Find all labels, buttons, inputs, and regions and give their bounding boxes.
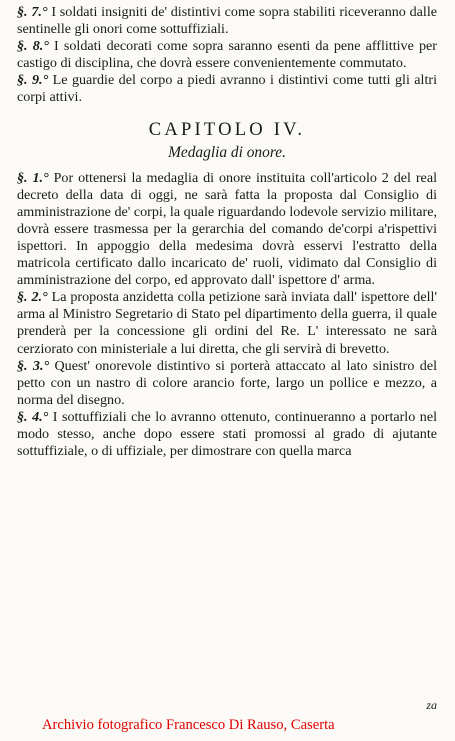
section-number: §. 4.° — [17, 408, 49, 425]
paragraph-section-4 — [17, 409, 437, 460]
chapter-subtitle: Medaglia di onore. — [168, 143, 286, 161]
paragraph-text: La proposta anzidetta colla petizione sarà inviata dall' ispettore dell' arma al Ministro Segretario di Stato pel dipartimento della guerra, il quale prenderà per la concessione gli ordini del Re. L' interessato ne sarà cerziorato con ministeriale a lui diretta, che gli servirà di brevetto. — [17, 289, 437, 357]
document-text — [17, 4, 437, 460]
paragraph-section-3 — [17, 358, 437, 409]
paragraph-section-2 — [17, 289, 437, 357]
paragraph-section-7 — [17, 4, 437, 38]
section-number: §. 3.° — [17, 357, 50, 374]
watermark-credit: Archivio fotografico Francesco Di Rauso, Caserta — [42, 717, 335, 733]
section-number: §. 9.° — [17, 72, 49, 89]
paragraph-section-9 — [17, 72, 437, 106]
paragraph-section-1 — [17, 170, 437, 290]
chapter-title: CAPITOLO IV. — [148, 118, 306, 140]
catchword: za — [426, 698, 437, 712]
paragraph-text: I soldati insigniti de' distintivi come sopra stabiliti riceveranno dalle sentinelle gli onori come sottuffiziali. — [17, 4, 437, 38]
section-number: §. 7.° — [17, 4, 48, 20]
paragraph-section-8 — [17, 38, 437, 72]
section-number: §. 8.° — [17, 38, 49, 55]
paragraph-text: I soldati decorati come sopra saranno esenti da pene afflittive per castigo di disciplina, che dovrà essere convenientemente commutato. — [17, 38, 437, 72]
paragraph-text: I sottuffiziali che lo avranno ottenuto, continueranno a portarlo nel modo stesso, anche dopo essere stati promossi al grado di ajutante sottuffiziale, o di uffiziale, per dimostrare con quella marca — [17, 408, 437, 460]
paragraph-text: Quest' onorevole distintivo si porterà attaccato al lato sinistro del petto con un nastro di colore arancio forte, largo un pollice e mezzo, a norma del disegno. — [17, 357, 437, 408]
section-number: §. 2.° — [17, 289, 48, 306]
paragraph-text: Le guardie del corpo a piedi avranno i distintivi come tutti gli altri corpi attivi. — [17, 72, 437, 106]
paragraph-text: Por ottenersi la medaglia di onore instituita coll'articolo 2 del real decreto della data di oggi, ne sarà fatta la proposta dal Consiglio di amministrazione de' corpi, la quale riguardando lodevole servizio militare, dovrà essere trasmessa per la gerarchia del comando de'corpi a'rispettivi ispettori. In appoggio della medesima dovrà esservi l'estratto della matricola certificato dallo incaricato de' ruoli, vidimato dal Consiglio di amministrazione del corpo, ed approvato dall' ispettore d' arma. — [17, 169, 437, 289]
section-number: §. 1.° — [17, 169, 49, 186]
